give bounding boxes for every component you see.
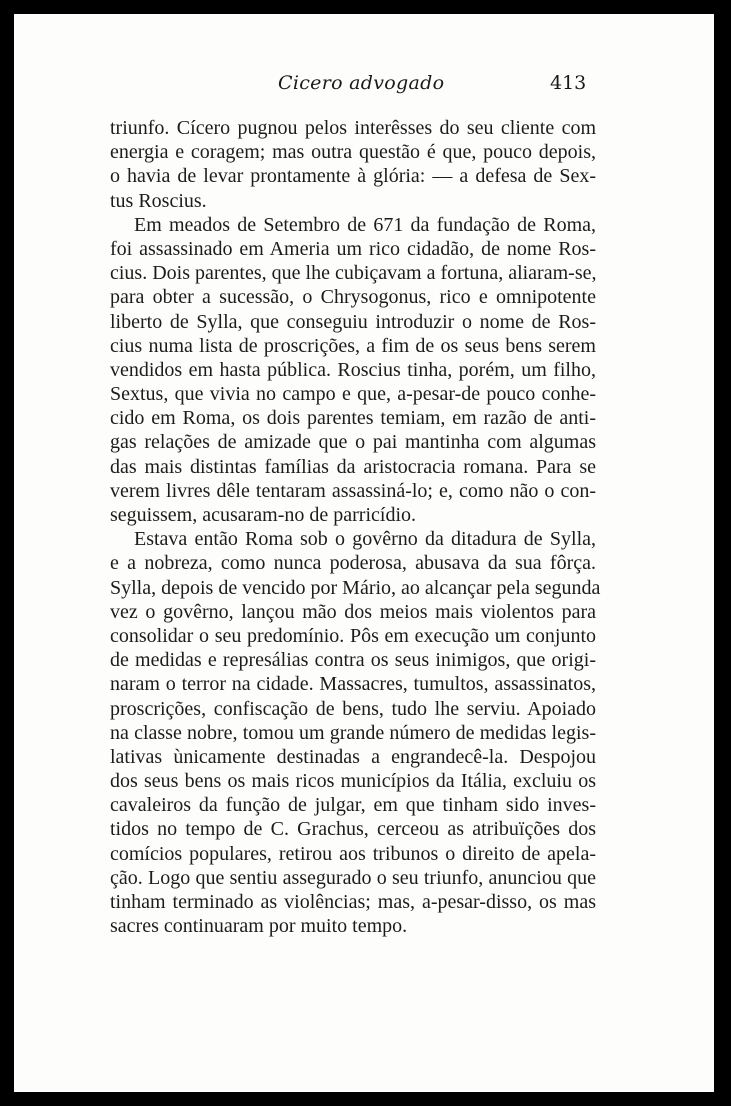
text-line: tidos no tempo de C. Grachus, cerceou as atribuïções dos: [110, 818, 596, 841]
text-line: de medidas e represálias contra os seus inimigos, que origi-: [110, 649, 596, 672]
text-line: gas relações de amizade que o pai mantinha com algumas: [110, 431, 596, 454]
text-line: lativas ùnicamente destinadas a engrandecê-la. Despojou: [110, 745, 596, 768]
text-line: Sylla, depois de vencido por Mário, ao alcançar pela segunda: [110, 576, 601, 599]
book-page: [14, 14, 714, 1092]
text-line: vendidos em hasta pública. Roscius tinha, porém, um filho,: [110, 358, 596, 381]
text-line: proscrições, confiscação de bens, tudo lhe serviu. Apoiado: [110, 697, 596, 720]
text-line: tinham terminado as violências; mas, a-pesar-disso, os mas: [110, 891, 596, 913]
text-line: energia e coragem; mas outra questão é que, pouco depois,: [110, 141, 596, 164]
text-line: verem livres dêle tentaram assassiná-lo; e, como não o con-: [110, 479, 596, 502]
body-text: [110, 116, 601, 938]
text-line: triunfo. Cícero pugnou pelos interêsses do seu cliente com: [110, 117, 596, 139]
text-line: para obter a sucessão, o Chrysogonus, rico e omnipotente: [110, 286, 596, 309]
text-line: dos seus bens os mais ricos municípios da Itália, excluiu os: [110, 770, 596, 793]
text-line: liberto de Sylla, que conseguiu introduzir o nome de Ros-: [110, 310, 596, 333]
text-line: cido em Roma, os dois parentes temiam, em razão de anti-: [110, 407, 596, 430]
text-line: na classe nobre, tomou um grande número de medidas legis-: [110, 721, 596, 744]
text-line: sacres continuaram por muito tempo.: [110, 915, 408, 938]
text-line: Estava então Roma sob o govêrno da ditadura de Sylla,: [134, 528, 596, 551]
paragraph-2: [110, 213, 596, 527]
text-line: cavaleiros da função de julgar, em que tinham sido inves-: [110, 794, 596, 817]
text-line: o havia de levar prontamente à glória: — a defesa de Sex-: [110, 165, 596, 188]
text-line: foi assassinado em Ameria um rico cidadão, de nome Ros-: [110, 237, 596, 260]
text-line: das mais distintas famílias da aristocracia romana. Para se: [110, 455, 596, 478]
text-line: comícios populares, retirou aos tribunos o direito de apela-: [110, 842, 596, 865]
text-line: vez o govêrno, lançou mão dos meios mais violentos para: [110, 600, 596, 623]
paragraph-3: [110, 527, 601, 938]
text-line: ção. Logo que sentiu assegurado o seu triunfo, anunciou que: [110, 866, 596, 889]
text-line: Em meados de Setembro de 671 da fundação de Roma,: [134, 213, 596, 236]
text-line: tus Roscius.: [110, 189, 207, 212]
text-line: cius numa lista de proscrições, a fim de os seus bens serem: [110, 334, 596, 357]
text-line: e a nobreza, como nunca poderosa, abusava da sua fôrça.: [110, 552, 596, 575]
text-line: cius. Dois parentes, que lhe cubiçavam a fortuna, aliaram-se,: [110, 262, 597, 285]
text-line: seguissem, acusaram-no de parricídio.: [110, 504, 417, 526]
text-line: consolidar o seu predomínio. Pôs em execução um conjunto: [110, 624, 596, 647]
text-line: Sextus, que vivia no campo e que, a-pesar-de pouco conhe-: [110, 383, 596, 406]
paragraph-1: [110, 116, 596, 213]
text-line: naram o terror na cidade. Massacres, tumultos, assassinatos,: [110, 673, 596, 696]
running-title: Cicero advogado: [278, 72, 445, 94]
page-number: 413: [550, 72, 587, 94]
page-header: [14, 72, 714, 102]
